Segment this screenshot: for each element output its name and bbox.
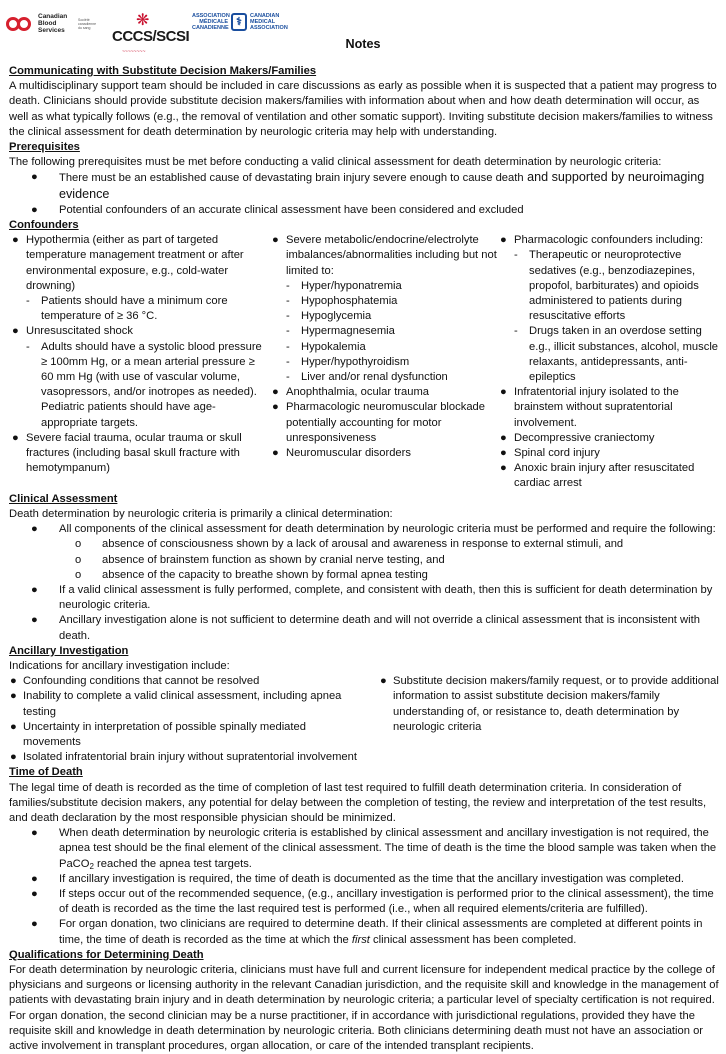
circle-bullet-icon: o xyxy=(75,553,82,566)
list-item: ● If a valid clinical assessment is fully performed, complete, and consistent with death, then this is sufficient for death determination by neurologic criteria. xyxy=(31,583,713,612)
ancillary-columns xyxy=(9,674,721,765)
list-item: ● Decompressive craniectomy xyxy=(497,431,721,446)
list-item: ● Spinal cord injury xyxy=(497,446,721,461)
sub-list-item: - Hyper/hypothyroidism xyxy=(286,355,410,368)
bullet-icon: ● xyxy=(272,386,279,399)
sub-list-item: o absence of brainstem function as shown by cranial nerve testing, and xyxy=(9,553,721,568)
list-item: ● Infratentorial injury isolated to the brainstem without supratentorial involvement. xyxy=(500,386,679,429)
list-item: ● Inability to complete a valid clinical assessment, including apnea testing xyxy=(10,690,342,718)
maple-leaf-icon: ❋ xyxy=(136,12,150,29)
prerequisites-intro: The following prerequisites must be met before conducting a valid clinical assessment for death determination by neurologic criteria: xyxy=(9,156,662,169)
bullet-icon: ● xyxy=(380,675,387,688)
blood-drop-rings-icon xyxy=(6,15,34,33)
list-item: ● Anoxic brain injury after resuscitated cardiac arrest xyxy=(500,462,695,490)
cccs-logo-text: CCCS/SCSI xyxy=(112,28,190,45)
list-item: ● Anophthalmia, ocular trauma xyxy=(269,385,497,400)
list-item: ● If steps occur out of the recommended sequence, (e.g., ancillary investigation is performed prior to the clinical assessment), the time of death is recorded as the time the last required test is performed (i.e., when all required elements/criteria are fulfilled). xyxy=(31,887,714,916)
circle-bullet-icon: o xyxy=(75,568,82,581)
bullet-icon: ● xyxy=(10,690,17,703)
bullet-icon: ● xyxy=(12,431,19,444)
bullet-icon: ● xyxy=(500,462,507,475)
list-item: ● If ancillary investigation is required, the time of death is documented as the time that the ancillary investigation was completed. xyxy=(9,872,721,887)
list-item: ● Pharmacologic confounders including: - Therapeutic or neuroprotective sedatives (e.g., benzodiazepines, propofol, barbiturates) and opioids administered to patients during resuscitative efforts - Drugs taken in an overdose setting e.g., illicit substances, alcohol, muscle relaxants, antidepressants, anti-epileptics xyxy=(497,233,721,385)
sub-list-item: - Drugs taken in an overdose setting e.g., illicit substances, alcohol, muscle relaxants, antidepressants, anti-epileptics xyxy=(514,325,719,384)
bullet-icon: ● xyxy=(500,447,507,460)
list-item: ● Severe metabolic/endocrine/electrolyte imbalances/abnormalities including but not limited to: - Hyper/hyponatremia - Hypophosphatemia - Hypoglycemia - Hypermagnesemia - Hypokalemia - Hyper/hypothyroidism - Liver and/or renal dysfunction xyxy=(269,233,497,385)
cbs-logo-text: Canadian Blood Services xyxy=(38,13,68,34)
bullet-icon: ● xyxy=(31,614,38,627)
ancillary-list-right xyxy=(379,674,721,765)
cma-logo-text-fr: ASSOCIATION MÉDICALE CANADIENNE xyxy=(192,13,230,32)
bullet-icon: ● xyxy=(12,325,19,338)
bullet-icon: ● xyxy=(31,872,38,885)
list-item: ● Isolated infratentorial brain injury without supratentorial involvement xyxy=(9,750,365,765)
list-item: ● Neuromuscular disorders xyxy=(269,446,497,461)
cma-logo-text-en: CANADIAN MEDICAL ASSOCIATION xyxy=(250,13,288,32)
canadian-blood-services-logo xyxy=(6,13,98,34)
notes-content xyxy=(9,64,721,1054)
ancillary-list-left xyxy=(9,674,379,765)
list-item: ● All components of the clinical assessment for death determination by neurologic criteria must be performed and require the following: o absence of consciousness shown by a lack of arousal and awareness in response to external stimuli, and o absence of brainstem function as shown by cranial nerve testing, and o absence of the capacity to breathe shown by formal apnea testing xyxy=(9,522,721,583)
section-heading-qualifications: Qualifications for Determining Death xyxy=(9,948,204,961)
cccs-signature-mark: ~~~~~~~~ xyxy=(122,49,146,55)
list-item: ● Unresuscitated shock - Adults should have a systolic blood pressure ≥ 100mm Hg, or a mean arterial pressure ≥ 60 mm Hg (with use of vascular volume, vasopressors, and/or inotropes as needed). Pediatric patients should have age-appropriate targets. xyxy=(9,324,269,430)
list-item: ● Pharmacologic neuromuscular blockade potentially accounting for motor unresponsiveness xyxy=(272,401,485,444)
communicating-paragraph: A multidisciplinary support team should be included in care discussions as early as possible when it is suspected that a patient may progress to death. Clinicians should provide substitute decision makers/families with information about when and how death determination will occur, as well as what typically follows (e.g., the removal of ventilation and other somatic support). Inviting substitute decision makers/families to witness the clinical assessment for death determination by neurologic criteria may help with understanding. xyxy=(9,80,717,138)
confounders-column-1 xyxy=(9,233,269,491)
ancillary-intro: Indications for ancillary investigation include: xyxy=(9,659,230,672)
bullet-icon: ● xyxy=(31,918,38,931)
qualifications-paragraph-1: For death determination by neurologic criteria, clinicians must have full and current licensure for independent medical practice by the college of physicians and surgeons or licensing authority in the relevant Canadian jurisdiction, and the requisite skill and knowledge in the management of patients with devastating brain injury and in death determination by neurologic criteria; a particular level of specialty certification is not required. xyxy=(9,963,719,1007)
bullet-icon: ● xyxy=(10,751,17,764)
sub-list-item: o absence of the capacity to breathe shown by formal apnea testing xyxy=(9,568,721,583)
cma-logo xyxy=(192,13,288,32)
section-heading-time-of-death: Time of Death xyxy=(9,766,83,779)
bullet-icon: ● xyxy=(31,523,38,536)
sub-list-item: - Liver and/or renal dysfunction xyxy=(286,371,448,384)
prerequisites-list xyxy=(9,170,721,218)
circle-bullet-icon: o xyxy=(75,538,82,551)
section-heading-communicating: Communicating with Substitute Decision Makers/Families xyxy=(9,65,317,77)
clinical-intro: Death determination by neurologic criteria is primarily a clinical determination: xyxy=(9,507,393,520)
bullet-icon: ● xyxy=(272,401,279,414)
bullet-icon: ● xyxy=(500,386,507,399)
list-item: ● Ancillary investigation alone is not sufficient to determine death and will not override a clinical assessment that is inconsistent with death. xyxy=(31,614,700,642)
confounders-column-2 xyxy=(269,233,497,491)
list-item: ● Potential confounders of an accurate clinical assessment have been considered and excluded xyxy=(9,203,721,218)
sub-list-item: - Patients should have a minimum core temperature of ≥ 36 °C. xyxy=(26,295,228,323)
page-title: Notes xyxy=(345,37,381,51)
list-item: ● Substitute decision makers/family request, or to provide additional information to assist substitute decision makers/family understanding of, or resistance to, death determination by neurologic criteria xyxy=(380,675,719,733)
sub-list-item: - Adults should have a systolic blood pressure ≥ 100mm Hg, or a mean arterial pressure ≥ 60 mm Hg (with use of vascular volume, vasopressors, and/or inotropes as needed). Pediatric patients should have age-appropriate targets. xyxy=(26,340,262,429)
section-heading-ancillary: Ancillary Investigation xyxy=(9,644,129,657)
list-item: ● When death determination by neurologic criteria is established by clinical assessment and ancillary investigation is not required, the apnea test should be the final element of the clinical assessment. The time of death is the time the blood sample was taken when the PaCO$_2$ reached the apnea test targets. xyxy=(31,827,717,871)
bullet-icon: ● xyxy=(10,720,17,733)
cbs-logo-text-fr: Société canadienne du sang xyxy=(78,17,97,30)
bullet-icon: ● xyxy=(12,234,19,247)
bullet-icon: ● xyxy=(272,234,279,247)
list-item: ● Uncertainty in interpretation of possible spinally mediated movements xyxy=(10,720,306,748)
section-heading-confounders: Confounders xyxy=(9,219,79,232)
caduceus-icon: ⚕ xyxy=(231,13,247,31)
list-item: ● For organ donation, two clinicians are required to determine death. If their clinical assessments are completed at different points in time, the time of death is recorded as the time at which the first clinical assessment has been completed. xyxy=(31,918,703,946)
list-item: ● Confounding conditions that cannot be resolved xyxy=(9,674,365,689)
section-heading-clinical-assessment: Clinical Assessment xyxy=(9,492,118,505)
list-item: ● There must be an established cause of devastating brain injury severe enough to cause death and supported by neuroimaging evidence xyxy=(31,170,705,201)
bullet-icon: ● xyxy=(31,583,38,596)
bullet-icon: ● xyxy=(31,827,38,840)
section-heading-prerequisites: Prerequisites xyxy=(9,141,80,154)
sub-list-item: - Hypoglycemia xyxy=(286,310,372,323)
list-item: ● Severe facial trauma, ocular trauma or skull fractures (including basal skull fracture with hemotympanum) xyxy=(12,431,242,475)
confounders-column-3 xyxy=(497,233,721,491)
sub-list-item: o absence of consciousness shown by a lack of arousal and awareness in response to external stimuli, and xyxy=(9,537,721,552)
bullet-icon: ● xyxy=(272,447,279,460)
sub-list-item: - Hypermagnesemia xyxy=(286,325,395,338)
sub-list-item: - Therapeutic or neuroprotective sedatives (e.g., benzodiazepines, propofol, barbiturates) and opioids administered to patients during resuscitative efforts xyxy=(514,249,699,323)
bullet-icon: ● xyxy=(10,675,17,688)
time-of-death-paragraph: The legal time of death is recorded as the time of completion of last test required to fulfill death determination criteria. In consideration of families/substitute decision makers, any potential for delay between the completion of testing, the review and interpretation of the test results, and death declaration by the most responsible physician should be minimized. xyxy=(9,781,707,824)
qualifications-paragraph-2: For organ donation, the second clinician may be a nurse practitioner, if in accordance with jurisdictional regulations, provided they have the requisite skill and knowledge in death determination by neurologic criteria. Both clinicians determining death must not have an association or active involvement in transplant procedures, organ allocation, or care of the intended transplant recipients. xyxy=(9,1009,704,1052)
sub-list-item: - Hypophosphatemia xyxy=(286,295,398,308)
bullet-icon: ● xyxy=(500,234,507,247)
bullet-icon: ● xyxy=(31,203,38,216)
sub-list-item: - Hypokalemia xyxy=(286,340,366,353)
list-item: ● Hypothermia (either as part of targeted temperature management treatment or after environmental exposure, e.g., cold-water drowning) - Patients should have a minimum core temperature of ≥ 36 °C. xyxy=(9,233,269,324)
sub-list-item: - Hyper/hyponatremia xyxy=(286,279,402,292)
bullet-icon: ● xyxy=(31,171,38,184)
time-of-death-list xyxy=(9,826,721,948)
clinical-list xyxy=(9,522,721,644)
metabolic-sub-list xyxy=(269,279,497,385)
bullet-icon: ● xyxy=(31,887,38,900)
confounders-columns xyxy=(9,233,721,491)
bullet-icon: ● xyxy=(500,431,507,444)
